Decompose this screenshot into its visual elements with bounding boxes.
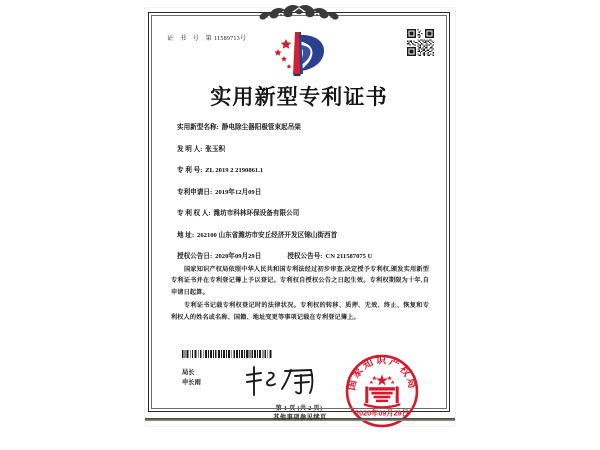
ornamental-flourish-icon [239, 4, 359, 22]
certificate-sheet [145, 8, 455, 426]
field-application-date-label: 专利申请日: [177, 188, 213, 196]
field-inventor-value: 张玉积 [205, 145, 226, 153]
certificate-number-suffix: 号 [239, 36, 247, 42]
page-number: 第 1 页 (共 2 页) [275, 406, 323, 412]
grant-number [287, 250, 372, 260]
field-address-label: 地 址: [177, 231, 195, 239]
field-patentee-label: 专 利 权 人: [177, 210, 211, 217]
field-inventor-label: 发 明 人: [177, 145, 203, 153]
field-list [177, 121, 431, 270]
grant-row [177, 250, 431, 260]
certificate-number-label: 证 书 号 第 [167, 36, 215, 42]
handwritten-signature [241, 365, 321, 397]
grant-date-label: 授权公告日: [177, 253, 213, 260]
field-patentee-value: 潍坊市科林环保设备有限公司 [213, 210, 300, 217]
field-patentee [177, 207, 431, 217]
grant-date-value: 2020年09月29日 [215, 253, 262, 260]
seal-date-text: 2020年09月29日 [355, 408, 409, 418]
director-title-label: 局长 [182, 369, 195, 376]
grant-number-label: 授权公告号: [287, 253, 323, 260]
qr-code [407, 29, 434, 56]
field-patent-number-label: 专 利 号: [177, 167, 203, 174]
page-title: 实用新型专利证书 [210, 85, 388, 109]
grant-date [177, 250, 261, 260]
field-patent-number-value: ZL 2019 2 2190861.1 [205, 167, 264, 174]
field-patent-number [177, 164, 431, 174]
field-application-date [177, 186, 431, 196]
continuation-note: 其他事项参见续页 [273, 414, 327, 421]
seal-organization-text: 国家知识产权局 [346, 355, 418, 392]
cnipa-logo [262, 27, 336, 83]
signature-block [182, 368, 201, 388]
paragraph-1: 国家知识产权局依照中华人民共和国专利法经过初步审查,决定授予专利权,颁发实用新型专利证书并在专利登记簿上予以登记。专利权自授权公告之日起生效。专利权期限为十年,自申请日起算。 [171, 267, 429, 296]
barcode [182, 350, 274, 358]
grant-number-value: CN 211587075 U [325, 253, 373, 260]
svg-text:国家知识产权局 [344, 354, 420, 392]
field-invention-name-label: 实用新型名称: [177, 124, 219, 131]
director-name-label: 申长雨 [182, 379, 201, 386]
field-invention-name [177, 121, 431, 131]
field-address-value: 262100 山东省潍坊市安丘经济开发区锦山街西首 [197, 231, 338, 239]
field-inventor [177, 143, 431, 153]
paragraph-2: 专利证书记载专利权登记时的法律状况。专利权的转移、质押、无效、终止、恢复和专利权人的姓名或名称、国籍、地址变更等事项记载在专利登记簿上。 [171, 303, 429, 321]
field-application-date-value: 2019年12月09日 [215, 188, 262, 196]
field-address [177, 229, 431, 239]
certificate-number-value: 11589713 [214, 36, 240, 42]
certificate-number [167, 33, 246, 42]
field-invention-name-value: 静电除尘器阳极管束起吊架 [221, 124, 301, 131]
body-text [171, 265, 429, 326]
